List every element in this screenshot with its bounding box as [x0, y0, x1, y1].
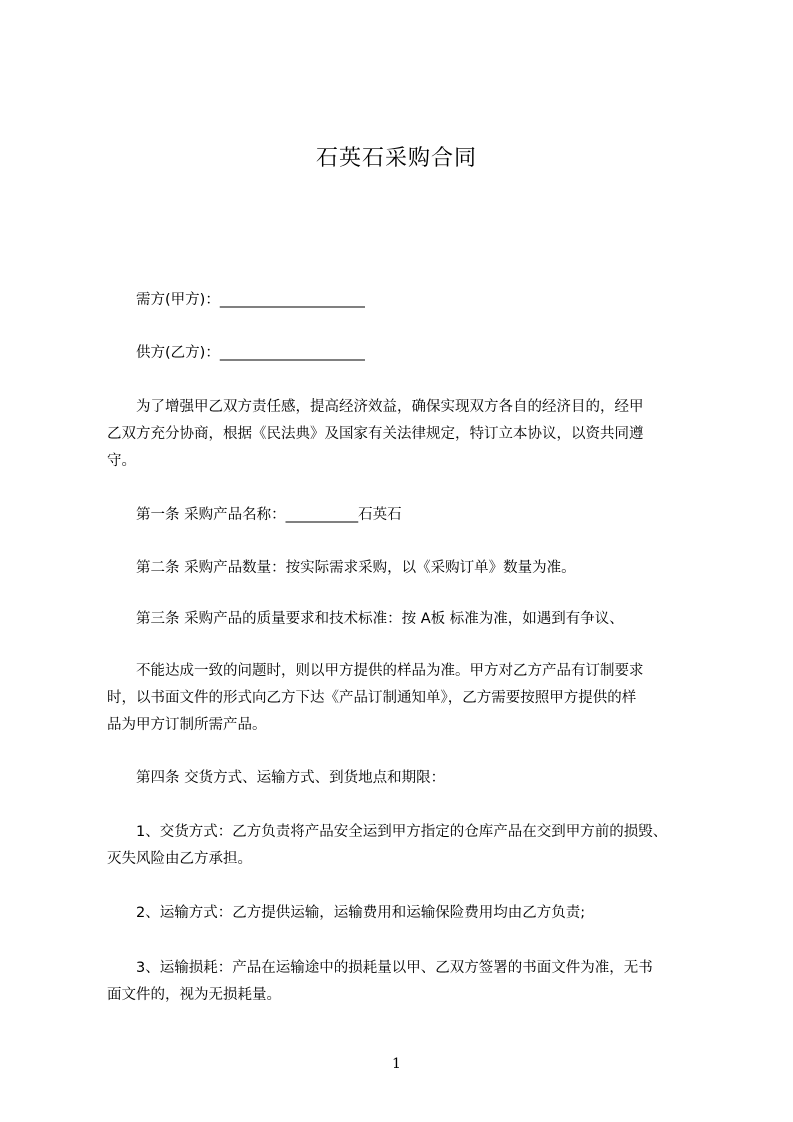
item-1-line: 灭失风险由乙方承担。 [107, 851, 252, 867]
item-3-line: 面文件的，视为无损耗量。 [107, 987, 281, 1003]
article-2: 第二条 采购产品数量：按实际需求采购，以《采购订单》数量为准。 [136, 560, 576, 576]
article-3: 第三条 采购产品的质量要求和技术标准：按 A板 标准为准，如遇到有争议、 [136, 611, 624, 627]
intro-paragraph-line: 为了增强甲乙双方责任感，提高经济效益，确保实现双方各自的经济目的，经甲 [136, 399, 644, 415]
article-3-continuation-line: 不能达成一致的问题时，则以甲方提供的样品为准。甲方对乙方产品有订制要求 [136, 663, 644, 679]
item-2: 2、运输方式：乙方提供运输，运输费用和运输保险费用均由乙方负责; [136, 905, 586, 921]
item-1-line: 1、交货方式：乙方负责将产品安全运到甲方指定的仓库产品在交到甲方前的损毁、 [136, 824, 668, 840]
article-1: 第一条 采购产品名称：__________石英石 [136, 507, 402, 523]
article-4: 第四条 交货方式、运输方式、到货地点和期限： [136, 770, 446, 786]
party-a-line: 需方(甲方)：____________________ [136, 292, 365, 308]
page-number: 1 [392, 1056, 401, 1072]
intro-paragraph-line: 乙双方充分协商，根据《民法典》及国家有关法律规定，特订立本协议，以资共同遵 [107, 426, 644, 442]
intro-paragraph-line: 守。 [107, 453, 136, 469]
party-b-line: 供方(乙方)：____________________ [136, 345, 365, 361]
article-3-continuation-line: 品为甲方订制所需产品。 [107, 717, 267, 733]
article-3-continuation-line: 时，以书面文件的形式向乙方下达《产品订制通知单》，乙方需要按照甲方提供的样 [107, 690, 637, 706]
item-3-line: 3、运输损耗：产品在运输途中的损耗量以甲、乙双方签署的书面文件为准，无书 [136, 960, 653, 976]
contract-title: 石英石采购合同 [315, 146, 477, 171]
